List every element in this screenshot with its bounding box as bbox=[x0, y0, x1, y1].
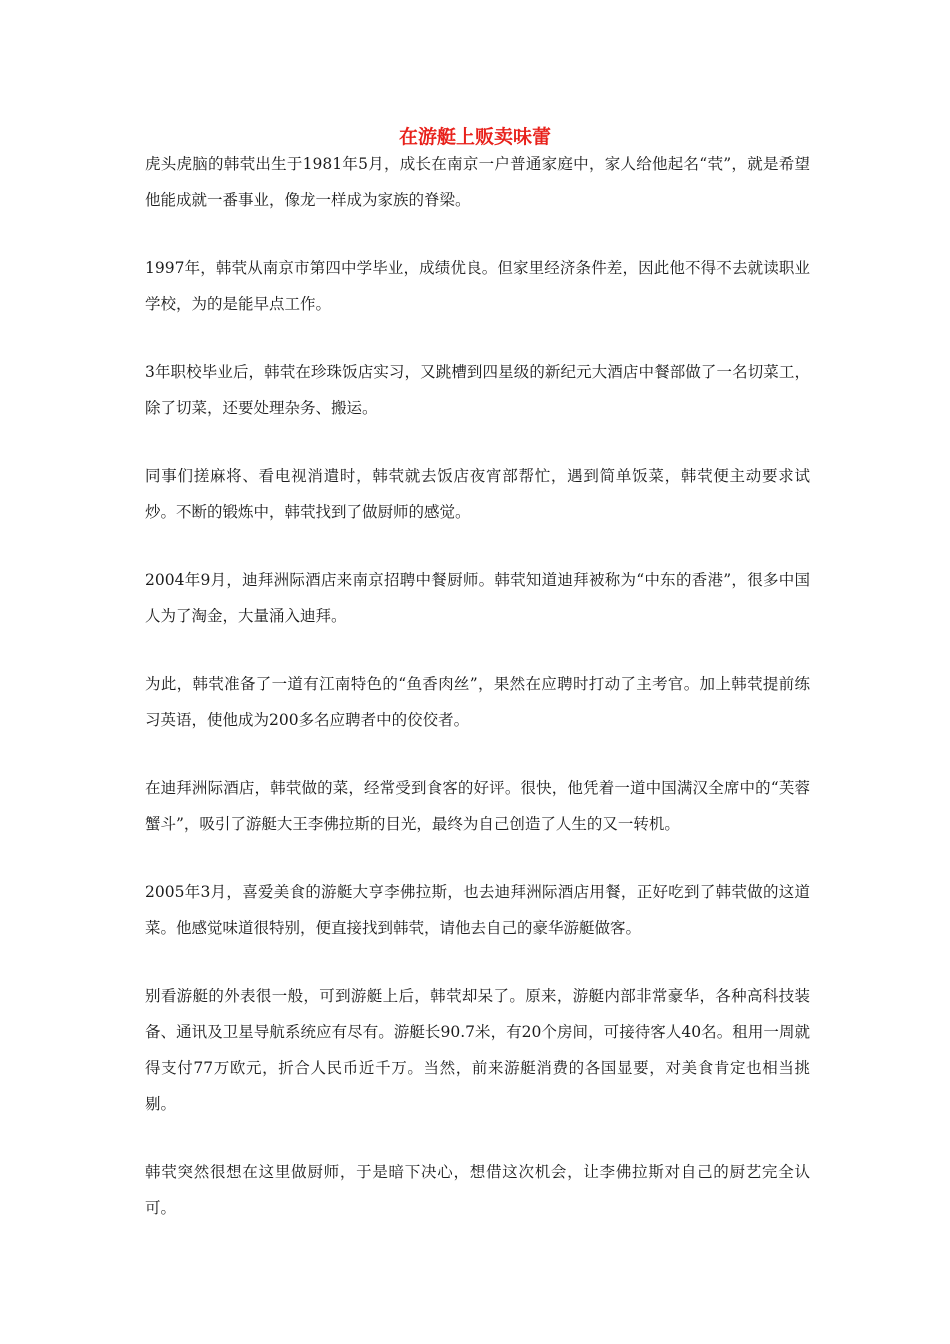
paragraph: 别看游艇的外表很一般，可到游艇上后，韩茕却呆了。原来，游艇内部非常豪华，各种高科技装备、通讯及卫星导航系统应有尽有。游艇长90.7米，有20个房间，可接待客人40名。租用一周就得支付77万欧元，折合人民币近千万。当然，前来游艇消费的各国显要，对美食肯定也相当挑剔。 bbox=[145, 987, 810, 1113]
paragraph: 虎头虎脑的韩茕出生于1981年5月，成长在南京一户普通家庭中，家人给他起名“茕”，就是希望他能成就一番事业，像龙一样成为家族的脊梁。 bbox=[145, 155, 810, 209]
paragraph: 2004年9月，迪拜洲际酒店来南京招聘中餐厨师。韩茕知道迪拜被称为“中东的香港”，很多中国人为了淘金，大量涌入迪拜。 bbox=[145, 571, 810, 625]
article-title: 在游艇上贩卖味蕾 bbox=[398, 126, 551, 148]
paragraph: 3年职校毕业后，韩茕在珍珠饭店实习，又跳槽到四星级的新纪元大酒店中餐部做了一名切菜工，除了切菜，还要处理杂务、搬运。 bbox=[145, 363, 810, 417]
article-body bbox=[145, 146, 810, 1226]
paragraph: 为此，韩茕准备了一道有江南特色的“鱼香肉丝”，果然在应聘时打动了主考官。加上韩茕提前练习英语，使他成为200多名应聘者中的佼佼者。 bbox=[145, 675, 810, 729]
paragraph: 1997年，韩茕从南京市第四中学毕业，成绩优良。但家里经济条件差，因此他不得不去就读职业学校，为的是能早点工作。 bbox=[145, 259, 810, 313]
paragraph: 同事们搓麻将、看电视消遣时，韩茕就去饭店夜宵部帮忙，遇到简单饭菜，韩茕便主动要求试炒。不断的锻炼中，韩茕找到了做厨师的感觉。 bbox=[145, 467, 810, 521]
paragraph: 在迪拜洲际酒店，韩茕做的菜，经常受到食客的好评。很快，他凭着一道中国满汉全席中的“芙蓉蟹斗”，吸引了游艇大王李佛拉斯的目光，最终为自己创造了人生的又一转机。 bbox=[145, 779, 810, 833]
paragraph: 韩茕突然很想在这里做厨师，于是暗下决心，想借这次机会，让李佛拉斯对自己的厨艺完全认可。 bbox=[145, 1163, 810, 1217]
paragraph: 2005年3月，喜爱美食的游艇大亨李佛拉斯，也去迪拜洲际酒店用餐，正好吃到了韩茕做的这道菜。他感觉味道很特别，便直接找到韩茕，请他去自己的豪华游艇做客。 bbox=[145, 883, 810, 937]
